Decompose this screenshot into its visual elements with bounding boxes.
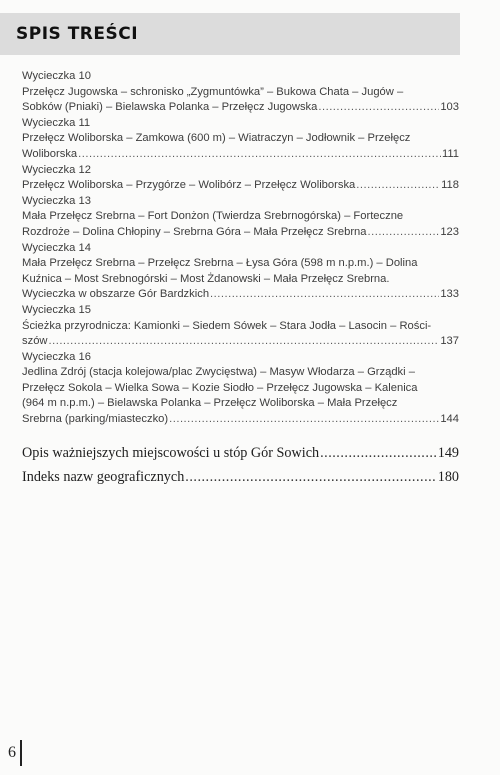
entry-last-line [22, 334, 459, 350]
entry-title: Wycieczka 11 [22, 116, 91, 129]
entry-route-line: Rozdroże – Dolina Chłopiny – Srebrna Góra – Mała Przełęcz Srebrna [22, 225, 367, 238]
folio-divider [20, 740, 22, 766]
entry-title: Wycieczka 12 [22, 163, 91, 176]
entry-route-line: Przełęcz Jugowska – schronisko „Zygmuntówka” – Bukowa Chata – Jugów – [22, 85, 404, 98]
entry-route-line: szów [22, 335, 48, 348]
dot-leader [368, 225, 440, 241]
section-page-number: 180 [437, 469, 459, 485]
header-band [0, 13, 460, 55]
entry-last-line [22, 178, 459, 194]
section-title: Indeks nazw geograficznych [22, 469, 185, 485]
entry-route-line: Kuźnica – Most Srebnogórski – Most Żdanowski – Mała Przełęcz Srebrna. [22, 272, 390, 285]
toc-sections [22, 445, 459, 493]
dot-leader [320, 445, 437, 462]
entry-title: Wycieczka 10 [22, 70, 91, 82]
entry-route-line: Mała Przełęcz Srebrna – Fort Donżon (Twierdza Srebrnogórska) – Forteczne [22, 210, 404, 223]
dot-leader [49, 334, 440, 350]
entry-route-line: Ścieżka przyrodnicza: Kamionki – Siedem Sówek – Stara Jodła – Lasocin – Rości- [22, 319, 432, 332]
entry-page-number: 133 [440, 288, 459, 301]
entry-page-number: 103 [440, 101, 459, 114]
toc-entry [22, 241, 459, 303]
entry-route-line: Sobków (Pniaki) – Bielawska Polanka – Przełęcz Jugowska [22, 101, 318, 114]
entry-route-line: Przełęcz Woliborska – Przygórze – Wolibórz – Przełęcz Woliborska [22, 179, 356, 192]
entry-page-number: 111 [441, 147, 459, 160]
entry-page-number: 144 [440, 413, 459, 426]
entry-last-line [22, 225, 459, 241]
dot-leader [185, 469, 436, 486]
entry-route-line: Przełęcz Sokola – Wielka Sowa – Kozie Siodło – Przełęcz Jugowska – Kalenica [22, 381, 418, 394]
dot-leader [169, 412, 439, 428]
section-title: Opis ważniejszych miejscowości u stóp Gór Sowich [22, 445, 320, 461]
entry-route-line: (964 m n.p.m.) – Bielawska Polanka – Przełęcz Woliborska – Mała Przełęcz [22, 397, 398, 410]
entry-route-line: Jedlina Zdrój (stacja kolejowa/plac Zwycięstwa) – Masyw Włodarza – Grządki – [22, 366, 415, 379]
entry-route-line: Wycieczka w obszarze Gór Bardzkich [22, 288, 210, 301]
toc-entry [22, 69, 459, 116]
toc-section [22, 469, 459, 493]
entry-page-number: 137 [440, 335, 459, 348]
entry-last-line [22, 287, 459, 303]
entry-last-line [22, 147, 459, 163]
dot-leader [78, 147, 441, 163]
entry-last-line [22, 412, 459, 428]
toc-entry [22, 163, 459, 194]
entry-route-line: Przełęcz Woliborska – Zamkowa (600 m) – Wiatraczyn – Jodłownik – Przełęcz [22, 132, 411, 145]
dot-leader [318, 100, 439, 116]
toc-entry [22, 303, 459, 350]
toc-section [22, 445, 459, 469]
entry-last-line [22, 100, 459, 116]
entry-title: Wycieczka 15 [22, 303, 91, 316]
toc-entry [22, 116, 459, 163]
section-page-number: 149 [437, 445, 459, 461]
entry-route-line: Woliborska [22, 147, 78, 160]
entry-title: Wycieczka 16 [22, 350, 91, 363]
entry-page-number: 123 [440, 225, 459, 238]
entry-title: Wycieczka 14 [22, 241, 91, 254]
page-title: SPIS TREŚCI [16, 24, 139, 44]
toc-entry [22, 194, 459, 241]
page-number: 6 [8, 744, 16, 761]
table-of-contents [22, 69, 459, 428]
entry-route-line: Srebrna (parking/miasteczko) [22, 413, 169, 426]
dot-leader [356, 178, 440, 194]
dot-leader [210, 287, 439, 303]
entry-page-number: 118 [441, 179, 459, 192]
toc-entry [22, 350, 459, 428]
entry-route-line: Mała Przełęcz Srebrna – Przełęcz Srebrna – Łysa Góra (598 m n.p.m.) – Dolina [22, 257, 418, 270]
entry-title: Wycieczka 13 [22, 194, 91, 207]
